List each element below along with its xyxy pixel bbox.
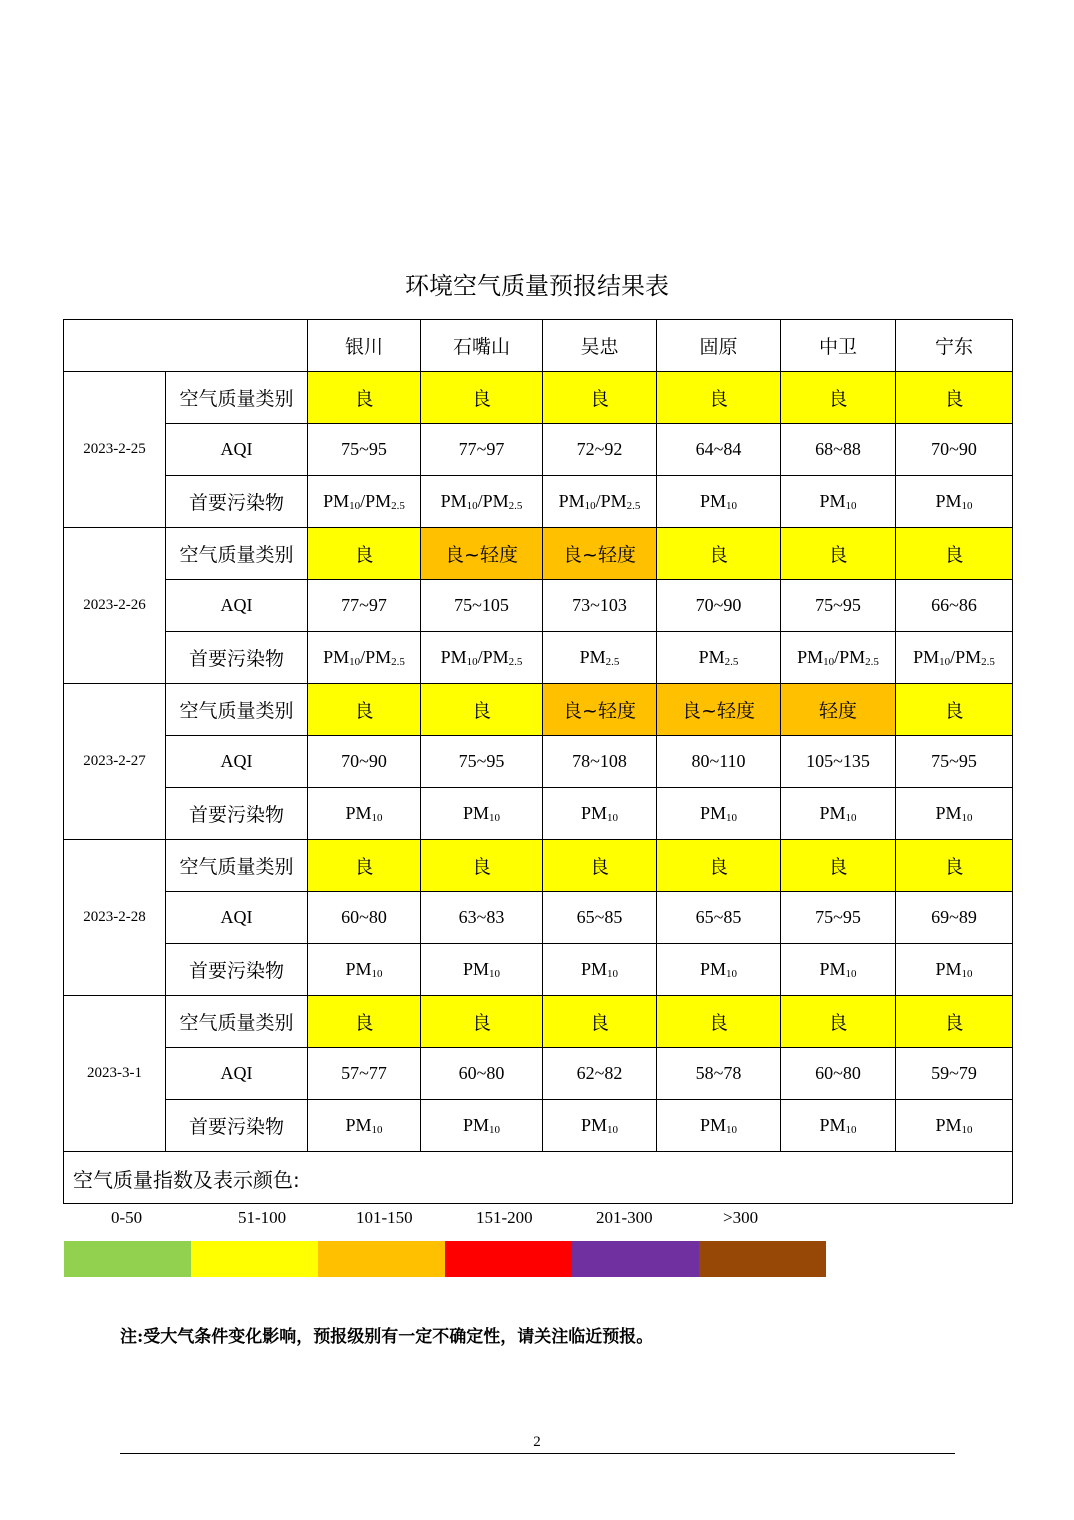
row-label-pollutant: 首要污染物 xyxy=(166,476,308,528)
category-cell: 良 xyxy=(308,840,421,892)
category-row xyxy=(64,996,1013,1048)
aqi-legend xyxy=(64,1152,1013,1227)
aqi-cell: 60~80 xyxy=(308,892,421,944)
category-cell: 良 xyxy=(896,372,1013,424)
footer-divider xyxy=(120,1453,955,1454)
legend-color-swatch xyxy=(572,1241,699,1277)
legend-color-swatch xyxy=(64,1241,191,1277)
forecast-note: 注:受大气条件变化影响，预报级别有一定不确定性，请关注临近预报。 xyxy=(120,1327,654,1347)
category-cell: 良 xyxy=(421,372,543,424)
category-row xyxy=(64,684,1013,736)
category-cell: 良 xyxy=(781,840,896,892)
city-header: 吴忠 xyxy=(543,320,657,372)
aqi-cell: 63~83 xyxy=(421,892,543,944)
city-header: 银川 xyxy=(308,320,421,372)
legend-range-label: 101-150 xyxy=(356,1208,413,1227)
pollutant-cell: $PM_{10}$ xyxy=(543,944,657,996)
aqi-cell: 78~108 xyxy=(543,736,657,788)
aqi-cell: 66~86 xyxy=(896,580,1013,632)
pollutant-cell: $PM_{10}$ xyxy=(896,1100,1013,1152)
aqi-cell: 72~92 xyxy=(543,424,657,476)
category-cell: 良 xyxy=(896,528,1013,580)
aqi-cell: 65~85 xyxy=(657,892,781,944)
pollutant-cell: $PM_{10}/PM_{2.5}$ xyxy=(781,632,896,684)
row-label-pollutant: 首要污染物 xyxy=(166,632,308,684)
pollutant-cell: $PM_{10}$ xyxy=(308,944,421,996)
category-cell: 轻度 xyxy=(781,684,896,736)
forecast-date: 2023-2-27 xyxy=(64,684,166,840)
category-cell: 良 xyxy=(421,996,543,1048)
aqi-row xyxy=(64,892,1013,944)
row-label-category: 空气质量类别 xyxy=(166,528,308,580)
category-cell: 良 xyxy=(308,996,421,1048)
legend-color-swatch xyxy=(699,1241,826,1277)
legend-range-label: 51-100 xyxy=(238,1208,287,1227)
aqi-cell: 77~97 xyxy=(308,580,421,632)
category-cell: 良~轻度 xyxy=(421,528,543,580)
pollutant-cell: $PM_{10}/PM_{2.5}$ xyxy=(421,476,543,528)
forecast-date: 2023-3-1 xyxy=(64,996,166,1152)
category-cell: 良 xyxy=(781,528,896,580)
header-row xyxy=(64,320,1013,372)
pollutant-row xyxy=(64,788,1013,840)
pollutant-cell: $PM_{2.5}$ xyxy=(543,632,657,684)
pollutant-cell: $PM_{10}$ xyxy=(657,944,781,996)
pollutant-row xyxy=(64,944,1013,996)
category-cell: 良~轻度 xyxy=(543,684,657,736)
forecast-date: 2023-2-25 xyxy=(64,372,166,528)
row-label-aqi: AQI xyxy=(166,736,308,788)
legend-color-swatch xyxy=(318,1241,445,1277)
row-label-pollutant: 首要污染物 xyxy=(166,1100,308,1152)
row-label-aqi: AQI xyxy=(166,1048,308,1100)
category-row xyxy=(64,528,1013,580)
aqi-row xyxy=(64,424,1013,476)
category-cell: 良~轻度 xyxy=(543,528,657,580)
aqi-cell: 60~80 xyxy=(781,1048,896,1100)
category-cell: 良 xyxy=(781,372,896,424)
row-label-category: 空气质量类别 xyxy=(166,372,308,424)
aqi-row xyxy=(64,580,1013,632)
legend-color-swatch xyxy=(191,1241,318,1277)
aqi-cell: 70~90 xyxy=(308,736,421,788)
aqi-cell: 60~80 xyxy=(421,1048,543,1100)
aqi-cell: 105~135 xyxy=(781,736,896,788)
category-cell: 良 xyxy=(543,372,657,424)
pollutant-row xyxy=(64,1100,1013,1152)
legend-color-swatch xyxy=(445,1241,572,1277)
aqi-cell: 58~78 xyxy=(657,1048,781,1100)
pollutant-cell: $PM_{10}$ xyxy=(657,788,781,840)
category-cell: 良 xyxy=(657,528,781,580)
category-cell: 良 xyxy=(421,840,543,892)
row-label-aqi: AQI xyxy=(166,892,308,944)
category-cell: 良 xyxy=(657,372,781,424)
category-cell: 良 xyxy=(896,840,1013,892)
aqi-cell: 65~85 xyxy=(543,892,657,944)
pollutant-cell: $PM_{10}$ xyxy=(308,788,421,840)
legend-range-label: >300 xyxy=(723,1208,759,1227)
aqi-cell: 75~95 xyxy=(421,736,543,788)
row-label-pollutant: 首要污染物 xyxy=(166,944,308,996)
category-cell: 良 xyxy=(896,684,1013,736)
legend-title: 空气质量指数及表示颜色: xyxy=(73,1168,300,1192)
category-cell: 良 xyxy=(421,684,543,736)
pollutant-cell: $PM_{10}$ xyxy=(896,788,1013,840)
aqi-cell: 70~90 xyxy=(896,424,1013,476)
aqi-row xyxy=(64,1048,1013,1100)
row-label-aqi: AQI xyxy=(166,424,308,476)
aqi-cell: 75~95 xyxy=(781,892,896,944)
pollutant-cell: $PM_{10}/PM_{2.5}$ xyxy=(896,632,1013,684)
aqi-row xyxy=(64,736,1013,788)
pollutant-cell: $PM_{10}/PM_{2.5}$ xyxy=(543,476,657,528)
aqi-cell: 68~88 xyxy=(781,424,896,476)
category-row xyxy=(64,840,1013,892)
aqi-cell: 75~95 xyxy=(781,580,896,632)
category-cell: 良~轻度 xyxy=(657,684,781,736)
category-cell: 良 xyxy=(543,840,657,892)
category-cell: 良 xyxy=(308,528,421,580)
aqi-cell: 80~110 xyxy=(657,736,781,788)
pollutant-cell: $PM_{10}$ xyxy=(543,788,657,840)
city-header: 中卫 xyxy=(781,320,896,372)
row-label-category: 空气质量类别 xyxy=(166,840,308,892)
aqi-cell: 70~90 xyxy=(657,580,781,632)
legend-range-label: 0-50 xyxy=(111,1208,143,1227)
row-label-category: 空气质量类别 xyxy=(166,996,308,1048)
pollutant-row xyxy=(64,632,1013,684)
row-label-category: 空气质量类别 xyxy=(166,684,308,736)
aqi-cell: 64~84 xyxy=(657,424,781,476)
aqi-cell: 75~95 xyxy=(896,736,1013,788)
forecast-date: 2023-2-28 xyxy=(64,840,166,996)
aqi-cell: 57~77 xyxy=(308,1048,421,1100)
page-number: 2 xyxy=(533,1434,541,1450)
pollutant-cell: $PM_{10}/PM_{2.5}$ xyxy=(308,632,421,684)
aqi-cell: 77~97 xyxy=(421,424,543,476)
aqi-cell: 75~95 xyxy=(308,424,421,476)
legend-range-label: 151-200 xyxy=(476,1208,533,1227)
aqi-cell: 69~89 xyxy=(896,892,1013,944)
pollutant-cell: $PM_{10}$ xyxy=(543,1100,657,1152)
forecast-table xyxy=(63,319,1013,1227)
pollutant-cell: $PM_{10}$ xyxy=(896,944,1013,996)
legend-color-bar xyxy=(64,1241,826,1277)
city-header: 固原 xyxy=(657,320,781,372)
aqi-cell: 62~82 xyxy=(543,1048,657,1100)
category-cell: 良 xyxy=(657,840,781,892)
pollutant-cell: $PM_{10}/PM_{2.5}$ xyxy=(308,476,421,528)
pollutant-cell: $PM_{10}$ xyxy=(896,476,1013,528)
category-cell: 良 xyxy=(308,684,421,736)
category-cell: 良 xyxy=(543,996,657,1048)
pollutant-cell: $PM_{10}$ xyxy=(308,1100,421,1152)
category-cell: 良 xyxy=(896,996,1013,1048)
legend-row xyxy=(64,1152,1013,1204)
pollutant-cell: $PM_{10}$ xyxy=(421,1100,543,1152)
city-header: 石嘴山 xyxy=(421,320,543,372)
pollutant-cell: $PM_{10}$ xyxy=(421,788,543,840)
pollutant-cell: $PM_{10}$ xyxy=(657,1100,781,1152)
category-cell: 良 xyxy=(781,996,896,1048)
legend-range-label: 201-300 xyxy=(596,1208,653,1227)
row-label-aqi: AQI xyxy=(166,580,308,632)
pollutant-cell: $PM_{10}$ xyxy=(781,1100,896,1152)
pollutant-row xyxy=(64,476,1013,528)
row-label-pollutant: 首要污染物 xyxy=(166,788,308,840)
city-header: 宁东 xyxy=(896,320,1013,372)
legend-range-labels xyxy=(64,1208,824,1230)
aqi-cell: 75~105 xyxy=(421,580,543,632)
pollutant-cell: $PM_{10}$ xyxy=(781,476,896,528)
pollutant-cell: $PM_{10}$ xyxy=(421,944,543,996)
aqi-cell: 59~79 xyxy=(896,1048,1013,1100)
category-cell: 良 xyxy=(308,372,421,424)
category-cell: 良 xyxy=(657,996,781,1048)
page-title: 环境空气质量预报结果表 xyxy=(405,272,669,300)
category-row xyxy=(64,372,1013,424)
forecast-date: 2023-2-26 xyxy=(64,528,166,684)
header-corner xyxy=(64,320,308,372)
pollutant-cell: $PM_{2.5}$ xyxy=(657,632,781,684)
pollutant-cell: $PM_{10}$ xyxy=(657,476,781,528)
aqi-cell: 73~103 xyxy=(543,580,657,632)
pollutant-cell: $PM_{10}/PM_{2.5}$ xyxy=(421,632,543,684)
pollutant-cell: $PM_{10}$ xyxy=(781,944,896,996)
pollutant-cell: $PM_{10}$ xyxy=(781,788,896,840)
